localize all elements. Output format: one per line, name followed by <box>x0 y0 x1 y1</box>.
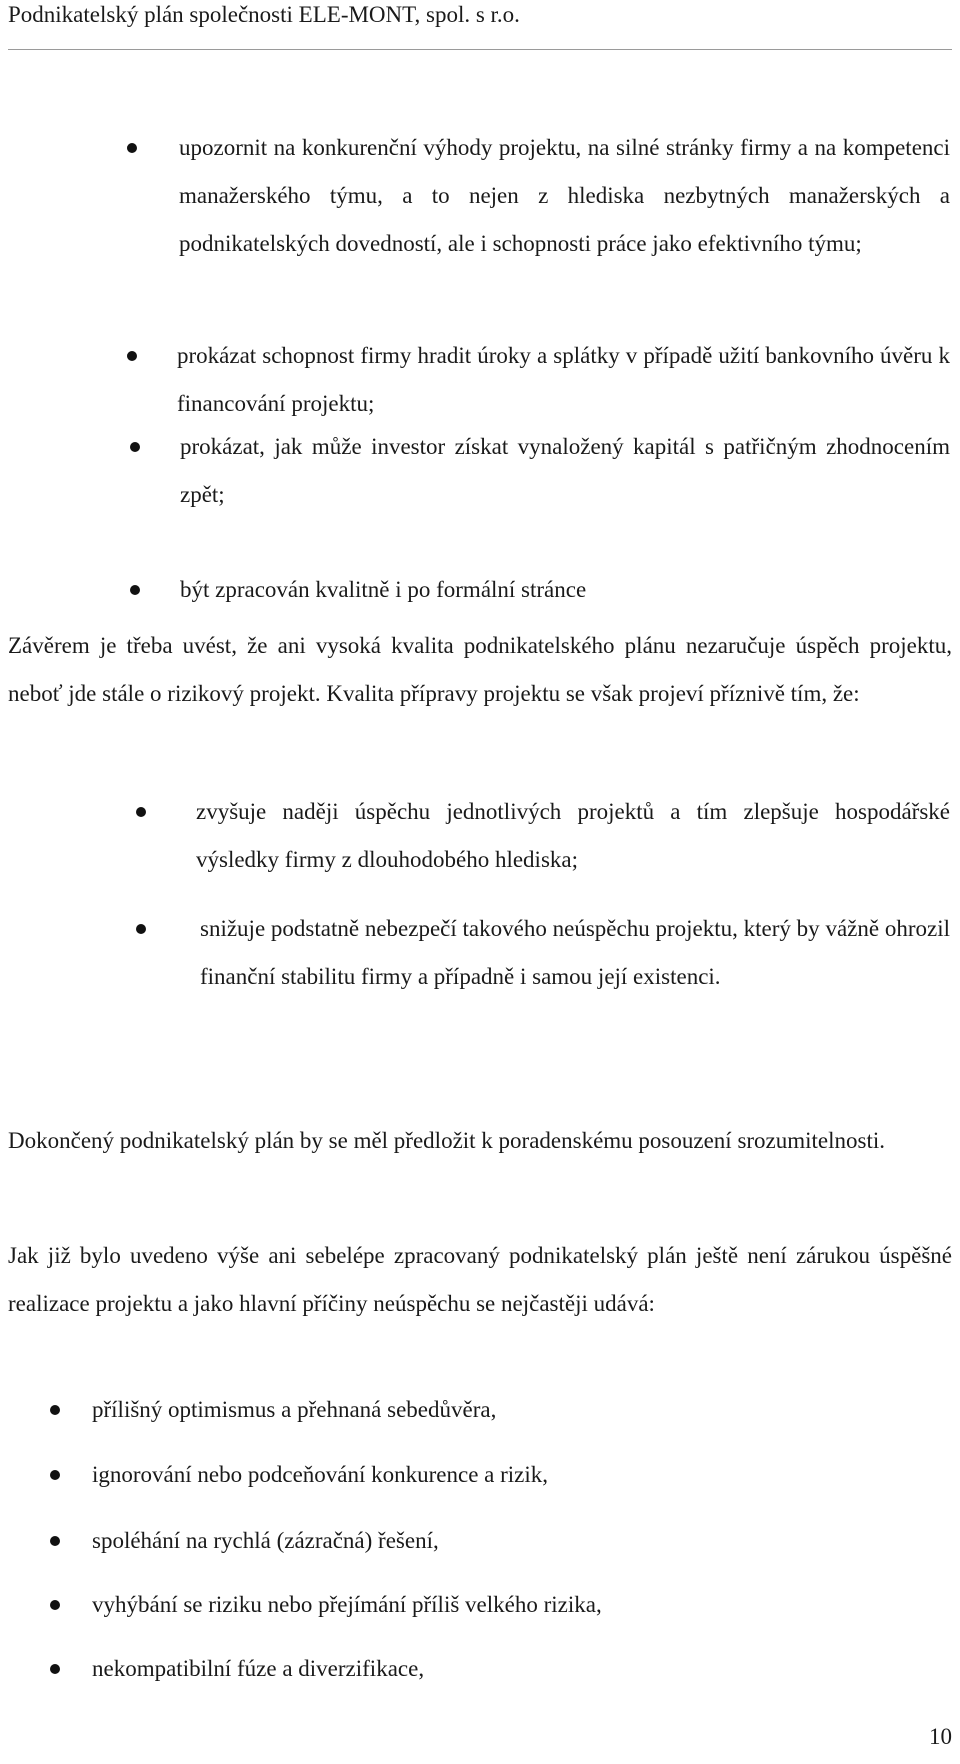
list-item: upozornit na konkurenční výhody projektu, na silné stránky firmy a na kompetenci manažerského týmu, a to nejen z hlediska nezbytných manažerských a podnikatelských dovedností, ale i schopnosti práce jako efektivního týmu; <box>179 135 950 256</box>
list-item: spoléhání na rychlá (zázračná) řešení, <box>92 1528 439 1553</box>
bullet-icon <box>136 807 146 817</box>
paragraph: Jak již bylo uvedeno výše ani sebelépe zpracovaný podnikatelský plán ještě není zárukou úspěšné realizace projektu a jako hlavní příčiny neúspěchu se nejčastěji udává: <box>8 1243 952 1316</box>
bullet-icon <box>130 442 140 452</box>
list-item: prokázat, jak může investor získat vynaložený kapitál s patřičným zhodnocením zpět; <box>180 434 950 507</box>
list-item: snižuje podstatně nebezpečí takového neúspěchu projektu, který by vážně ohrozil finanční stabilitu firmy a případně i samou její existenci. <box>200 916 950 989</box>
bullet-icon <box>50 1600 60 1610</box>
bullet-icon <box>127 351 137 361</box>
list-item: vyhýbání se riziku nebo přejímání příliš velkého rizika, <box>92 1592 602 1617</box>
paragraph: Dokončený podnikatelský plán by se měl předložit k poradenskému posouzení srozumitelnosti. <box>8 1128 886 1153</box>
list-item: být zpracován kvalitně i po formální stránce <box>180 577 587 602</box>
page-header <box>8 0 952 50</box>
list-item: ignorování nebo podceňování konkurence a rizik, <box>92 1462 549 1487</box>
bullet-icon <box>50 1536 60 1546</box>
list-item: přílišný optimismus a přehnaná sebedůvěra, <box>92 1397 497 1422</box>
bullet-icon <box>50 1470 60 1480</box>
bullet-icon <box>127 143 137 153</box>
list-item: zvyšuje naději úspěchu jednotlivých projektů a tím zlepšuje hospodářské výsledky firmy z dlouhodobého hlediska; <box>196 799 950 872</box>
document-title: Podnikatelský plán společnosti ELE-MONT, spol. s r.o. <box>8 2 520 27</box>
bullet-icon <box>130 585 140 595</box>
list-item: prokázat schopnost firmy hradit úroky a splátky v případě užití bankovního úvěru k financování projektu; <box>177 343 950 416</box>
page-number: 10 <box>929 1724 952 1749</box>
bullet-icon <box>50 1664 60 1674</box>
paragraph: Závěrem je třeba uvést, že ani vysoká kvalita podnikatelského plánu nezaručuje úspěch projektu, neboť jde stále o rizikový projekt. Kvalita přípravy projektu se však projeví příznivě tím, že: <box>8 633 952 706</box>
bullet-icon <box>50 1405 60 1415</box>
bullet-icon <box>136 924 146 934</box>
list-item: nekompatibilní fúze a diverzifikace, <box>92 1656 425 1681</box>
